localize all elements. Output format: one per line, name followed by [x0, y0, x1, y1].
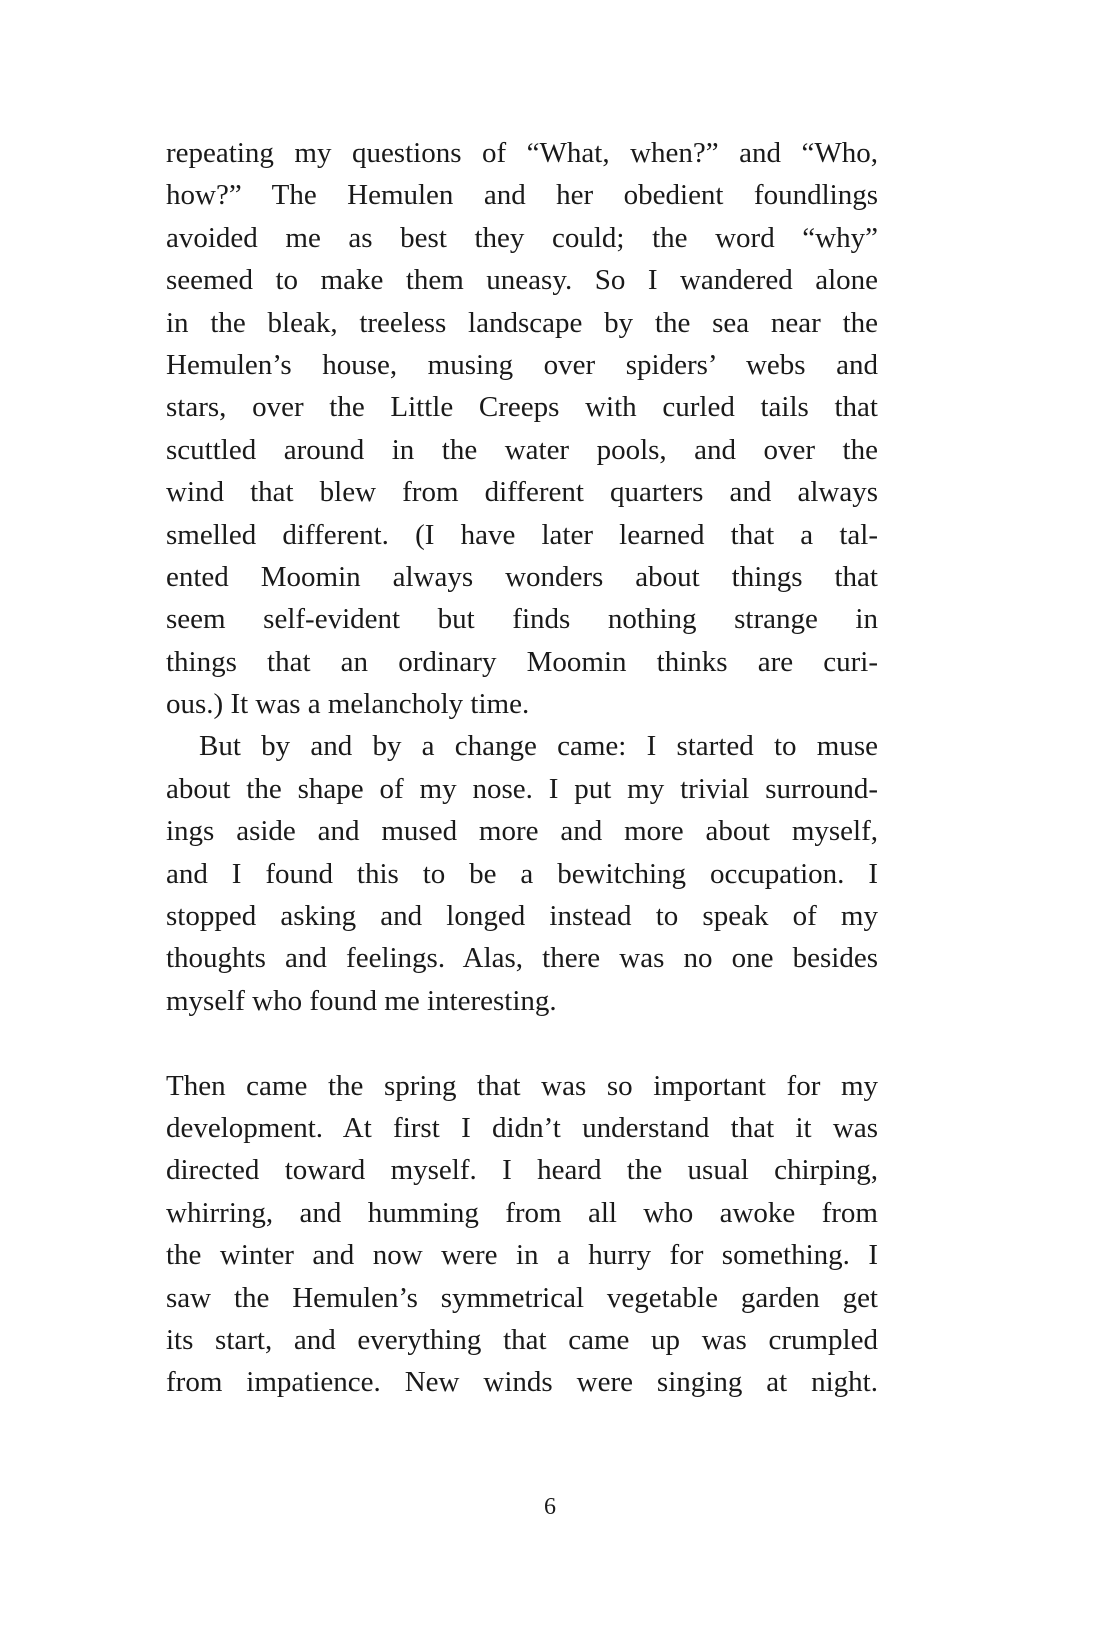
- paragraph-1: [166, 132, 878, 725]
- text-line: things that an ordinary Moomin thinks are curi-: [166, 645, 878, 678]
- text-line: in the bleak, treeless landscape by the sea near the: [166, 306, 878, 339]
- text-line: saw the Hemulen’s symmetrical vegetable garden get: [166, 1281, 878, 1314]
- text-line: directed toward myself. I heard the usual chirping,: [166, 1154, 878, 1187]
- paragraph-3: [166, 1065, 878, 1404]
- text-line: But by and by a change came: I started to muse: [199, 730, 878, 763]
- text-line: Then came the spring that was so important for my: [166, 1069, 878, 1102]
- section-break: [166, 1022, 878, 1064]
- text-line: about the shape of my nose. I put my trivial surround-: [166, 772, 878, 805]
- text-line: development. At first I didn’t understand that it was: [166, 1111, 878, 1144]
- text-line: the winter and now were in a hurry for something. I: [166, 1239, 878, 1272]
- text-line: smelled different. (I have later learned that a tal-: [166, 518, 878, 551]
- text-line: and I found this to be a bewitching occupation. I: [166, 857, 878, 890]
- text-line: stopped asking and longed instead to speak of my: [166, 900, 878, 933]
- text-line: whirring, and humming from all who awoke from: [166, 1196, 878, 1229]
- paragraph-2: [166, 725, 878, 1022]
- text-line: ous.) It was a melancholy time.: [166, 688, 530, 721]
- page-body: [166, 132, 878, 1404]
- text-line: Hemulen’s house, musing over spiders’ webs and: [166, 348, 878, 381]
- text-line: seem self-evident but finds nothing strange in: [166, 603, 878, 636]
- text-line: myself who found me interesting.: [166, 984, 557, 1017]
- text-line: wind that blew from different quarters and always: [166, 476, 878, 509]
- text-line: ings aside and mused more and more about myself,: [166, 815, 878, 848]
- text-line: from impatience. New winds were singing at night.: [166, 1366, 878, 1399]
- page-number: 6: [544, 1494, 556, 1520]
- text-line: thoughts and feelings. Alas, there was no one besides: [166, 942, 878, 975]
- text-line: scuttled around in the water pools, and over the: [166, 433, 878, 466]
- text-line: how?” The Hemulen and her obedient foundlings: [166, 179, 878, 212]
- text-line: ented Moomin always wonders about things that: [166, 560, 878, 593]
- text-line: seemed to make them uneasy. So I wandered alone: [166, 264, 878, 297]
- text-line: stars, over the Little Creeps with curled tails that: [166, 391, 878, 424]
- text-line: avoided me as best they could; the word “why”: [166, 221, 878, 254]
- text-line: repeating my questions of “What, when?” and “Who,: [166, 137, 878, 169]
- text-line: its start, and everything that came up was crumpled: [166, 1323, 878, 1356]
